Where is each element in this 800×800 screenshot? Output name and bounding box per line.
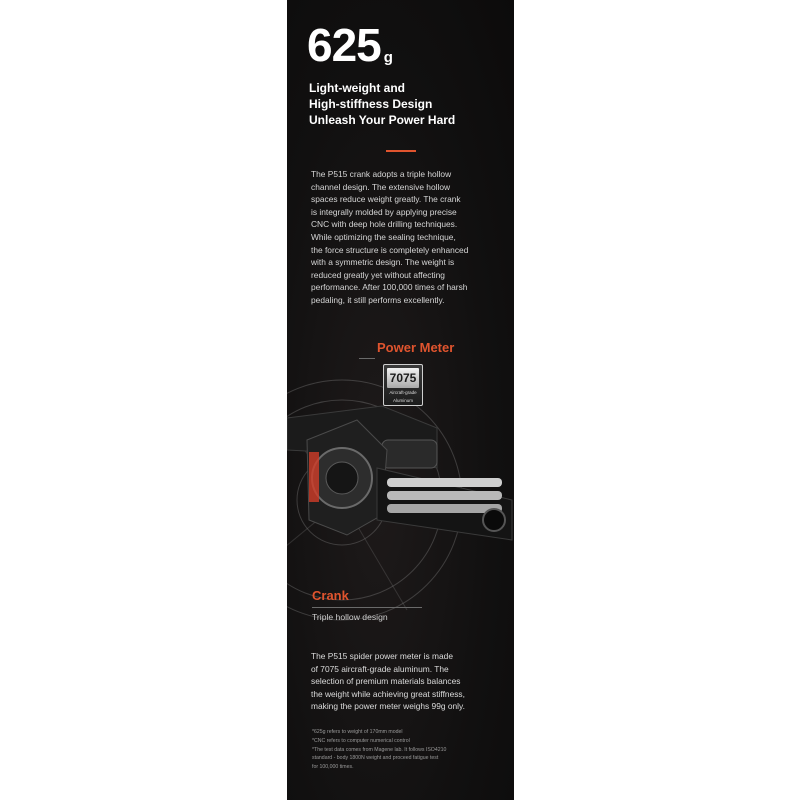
description-line: the force structure is completely enhanced bbox=[311, 244, 469, 255]
product-panel bbox=[287, 0, 514, 800]
headline-line: Unleash Your Power Hard bbox=[309, 113, 456, 127]
weight-headline bbox=[307, 19, 393, 71]
crank-label: Crank bbox=[312, 588, 349, 603]
description-line: performance. After 100,000 times of harsh bbox=[311, 282, 468, 293]
footnote: *625g refers to weight of 170mm model bbox=[312, 729, 403, 735]
description-line: The P515 spider power meter is made bbox=[311, 651, 453, 661]
headline-line: Light-weight and bbox=[309, 81, 405, 95]
footnote: *CNC refers to computer numerical control bbox=[312, 737, 410, 744]
power-meter-description bbox=[311, 650, 465, 713]
badge-line2: Aluminum bbox=[392, 398, 413, 403]
description-line: reduced greatly yet without affecting bbox=[311, 269, 445, 280]
description-line: pedaling, it still performs excellently. bbox=[311, 294, 445, 305]
aluminum-7075-badge bbox=[383, 364, 423, 406]
description-line: While optimizing the sealing technique, bbox=[311, 231, 456, 242]
crank-description bbox=[311, 168, 501, 307]
description-line: the weight while achieving great stiffness, bbox=[311, 688, 465, 699]
description-line: The P515 crank adopts a triple hollow bbox=[311, 169, 452, 179]
description-line: is integrally molded by applying precise bbox=[311, 206, 457, 217]
footnote: for 100,000 times. bbox=[312, 764, 354, 771]
weight-number: 625 bbox=[307, 19, 381, 71]
weight-unit: g bbox=[383, 49, 393, 66]
description-line: making the power meter weighs 99g only. bbox=[311, 701, 465, 712]
badge-number: 7075 bbox=[387, 368, 419, 388]
description-line: CNC with deep hole drilling techniques. bbox=[311, 219, 458, 230]
description-line: spaces reduce weight greatly. The crank bbox=[311, 194, 461, 205]
description-line: with a symmetric design. The weight is bbox=[311, 257, 455, 268]
description-line: channel design. The extensive hollow bbox=[311, 181, 451, 192]
power-meter-label: Power Meter bbox=[377, 340, 455, 355]
power-meter-leader bbox=[359, 358, 375, 359]
footnotes bbox=[312, 728, 446, 772]
footnote: *The test data comes from Magene lab. It follows ISO4210 bbox=[312, 746, 447, 753]
hollow-channels bbox=[387, 478, 502, 513]
headline bbox=[309, 80, 455, 128]
footnote: standard - body 1800N weight and proceed fatigue test bbox=[312, 755, 439, 762]
description-line: of 7075 aircraft-grade aluminum. The bbox=[311, 663, 449, 674]
crank-sublabel: Triple hollow design bbox=[312, 612, 388, 622]
pedal-hole bbox=[483, 509, 505, 531]
crank-leader bbox=[312, 607, 422, 608]
accent-divider bbox=[386, 150, 416, 152]
spindle bbox=[382, 440, 437, 468]
headline-line: High-stiffness Design bbox=[309, 97, 433, 111]
description-line: selection of premium materials balances bbox=[311, 676, 461, 687]
badge-line1: Aircraft-grade bbox=[389, 390, 417, 395]
